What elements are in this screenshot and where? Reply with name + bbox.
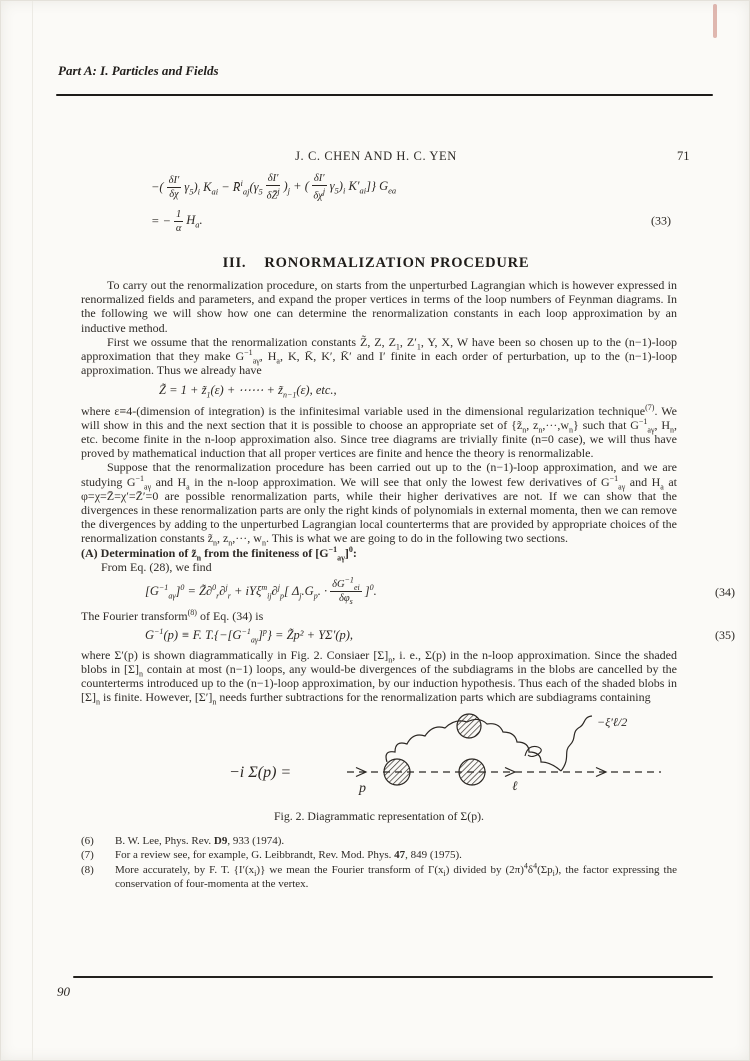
fourier-transform-line: The Fourier transform$^{(8)}$ of Eq. (34) is (81, 608, 264, 624)
eq34-number: (34) (715, 584, 735, 599)
footnote-8-text: More accurately, by F. T. $\{I'(x_i)\}$ we mean the Fourier transform of $\Gamma(x_i)$ divided by $(2\pi)^4\delta^4(\Sigma p_i)$, the factor expressing the conservation of four-momenta at the vertex. (115, 861, 677, 890)
eq33-f1-den: δχ (169, 188, 179, 200)
equation-33 (151, 173, 671, 234)
footnote-7-label: (7) (81, 849, 94, 862)
figure-2-caption: Fig. 2. Diagrammatic representation of Σ(p). (274, 808, 484, 823)
eq33-l2seg1: = − (151, 213, 171, 228)
footnote-6-text: B. W. Lee, Phys. Rev. D9, 933 (1974). (115, 834, 285, 847)
subsection-A-label: (A) (81, 545, 98, 560)
figure-lhs-formula: −i Σ(p) = (229, 764, 292, 782)
footnote-8 (81, 861, 677, 891)
equation-33-line1 (151, 173, 671, 202)
subsection-A-title: Determination of $z̃_n$ from the finiteness of $[G^{-1}_{a\gamma}]^0$: (100, 544, 357, 563)
eq33-f1-num: δI′ (167, 175, 182, 188)
body-text-column (81, 278, 735, 891)
figure-2 (229, 710, 677, 805)
eq33-seg1: −( (151, 179, 164, 194)
eq33-fraction-1 (167, 175, 182, 200)
eq33-seg4: $\gamma_5)_i$ $K'_{ai}$]} $G_{ea}$ (329, 179, 397, 196)
header-rule (56, 94, 713, 96)
equation-33-line2 (151, 209, 671, 234)
feynman-diagram-svg (229, 710, 669, 802)
paragraph-2: First we ossume that the renormalization constants Z̃, Z, $Z_1$, $Z'_1$, Y, X, W have been so chosen up to the (n−1)-loop approximation that they make $G^{-1}_{a\gamma}$, $H_a$, K, K̄, K′, K̄′ and I′ finite in each order of perturbation, up to the (n−1)-loop approximation. Thus we already have (81, 334, 678, 378)
footnotes (81, 835, 677, 891)
equation-34 (145, 575, 735, 607)
figure-label-xi: −ξ′ℓ/2 (597, 715, 628, 730)
footnote-7-text: For a review see, for example, G. Leibbrandt, Rev. Mod. Phys. 47, 849 (1975). (115, 849, 462, 862)
eq33-f2-num: δI′ (266, 173, 281, 186)
footnote-6-label: (6) (81, 834, 94, 847)
eq34-f-num: $\delta G^{-1}_{ei}$ (332, 575, 360, 593)
eq34-post: ]$^0$. (364, 583, 377, 599)
section-heading (1, 255, 750, 272)
subsection-A-heading (81, 544, 677, 563)
eq33-number: (33) (651, 213, 671, 228)
eq33-fraction-2 (266, 173, 281, 202)
footnote-8-label: (8) (81, 863, 94, 876)
section-label: III. (222, 255, 247, 271)
paragraph-4: Suppose that the renormalization procedure has been carried out up to the (n−1)-loop approximation, and we are studying $G^{-1}_{a\gamma}$ and $H_a$ in the n-loop approximation. We will see that only the lowest few derivatives of $G^{-1}_{a\gamma}$ and $H_a$ at φ=χ=Z̄=χ′=Z̄′=0 are possible renormalization parts, while their higher derivatives are not. If we can show that the divergences in these renormalization parts are only the right kinds of polynomials in external momenta, then we can remove the divergences by adding to the unperturbed Lagrangian local counterterms that are provided by appropriate choices of the renormalization constants $z̃_n$, $z_n,\cdot\cdot\cdot$, $w_n$. This is what we are going to do in the following two sections. (81, 460, 677, 548)
subsection-A-intro: From Eq. (28), we find (101, 559, 212, 574)
eq35-body: $G^{-1}(p) \equiv F$. $T.\{-[G^{-1}_{a\gamma}]^p\}$ = Z̃p² + YΣ′(p), (145, 627, 354, 645)
eq33-l2seg2: $H_a$. (186, 212, 203, 230)
eq34-pre: $[G^{-1}_{a\gamma}]^0$ = Z̃∂$^0_r$∂$^j_r$ + iYξ$^m_{ij}$∂$^j_p$[ $\Delta_j.G_p$. · (145, 583, 328, 601)
external-photon-tail (561, 716, 592, 771)
footnote-6 (81, 835, 677, 849)
paragraph-5: where Σ′(p) is shown diagrammatically in Fig. 2. Consiaer $[\Sigma]_n$, i. e., Σ(p) in the n-loop approximation. Since the shaded blobs in $[\Sigma]_n$ contain at most (n−1) loops, any would-be divergences of the subdiagrams in the blobs are cancelled by the counterterms introduced up to the (n−1)-loop approximation, by our induction hypothesis. Thus each of the shaded blobs in $[\Sigma]_n$ is finite. However, $[\Sigma']_n$ needs further subtractions for the renormalization parts which are subdiagrams containing (81, 647, 677, 707)
eq33-seg2: $\gamma_5)_i$ $K_{ai}$ − $R̄^i_{aj}(\gamma_5$ (184, 177, 263, 197)
eq34-fraction (330, 575, 362, 607)
red-margin-mark (713, 4, 717, 38)
eq33-fraction-3 (312, 173, 327, 202)
running-head-authors: J. C. CHEN AND H. C. YEN (295, 149, 457, 163)
footnote-7 (81, 849, 677, 863)
eq33-f2-den: δZ̄$^j$ (266, 186, 280, 202)
eq33-f3-num: δI′ (312, 173, 327, 186)
figure-label-p: p (359, 781, 366, 797)
shaded-blob-middle (459, 759, 485, 785)
eq33-f4-num: 1 (174, 209, 183, 222)
footer-page-number: 90 (57, 984, 70, 999)
equation-35 (145, 627, 735, 645)
eq33-fraction-4 (174, 209, 183, 234)
footer-rule (73, 976, 713, 978)
eq33-seg3: )$_j$ + ( (283, 179, 309, 196)
section-title: RONORMALIZATION PROCEDURE (264, 255, 530, 271)
eq33-f4-den: α (175, 222, 182, 234)
shaded-blob-left (384, 759, 410, 785)
eq34-f-den: $\delta\varphi_s$ (338, 593, 353, 607)
paragraph-1: To carry out the renormalization procedure, on starts from the unperturbed Lagrangian which is however expressed in renormalized fields and parameters, and expand the proper vertices in terms of the loop numbers of Feynman diagrams. In the following we will show how one can determine the renormalization constants in each loop approximation by an inductive method. (81, 278, 677, 335)
paragraph-3: where ε≡4-(dimension of integration) is the infinitesimal variable used in the dimensional regularization technique$^{(7)}$. We will show in this and the next section that it is possible to choose an appropriate set of {$z̃_n$, $z_n,\cdot\cdot\cdot,w_n$} such that $G^{-1}_{a\gamma}$, $H_n$, etc. become finite in the n-loop approximation also. Since tree diagrams are trivially finite (n=0 case), we will thus have proved by mathematical induction that all proper vertices are finite and hence the theory is renormalizable. (81, 402, 677, 461)
eq35-number: (35) (715, 628, 735, 643)
running-head-page-number: 71 (677, 149, 690, 163)
figure-label-l: ℓ (512, 778, 518, 794)
part-header: Part A: I. Particles and Fields (58, 63, 219, 78)
equation-ztilde: Z̃ = $1 + z̃_1(\varepsilon)$ + ⋯⋯ + $z̃_{n-1}(\varepsilon)$, etc., (159, 383, 337, 400)
shaded-blob-top (457, 714, 481, 738)
eq33-f3-den: $\delta\chi^j$ (313, 186, 326, 202)
